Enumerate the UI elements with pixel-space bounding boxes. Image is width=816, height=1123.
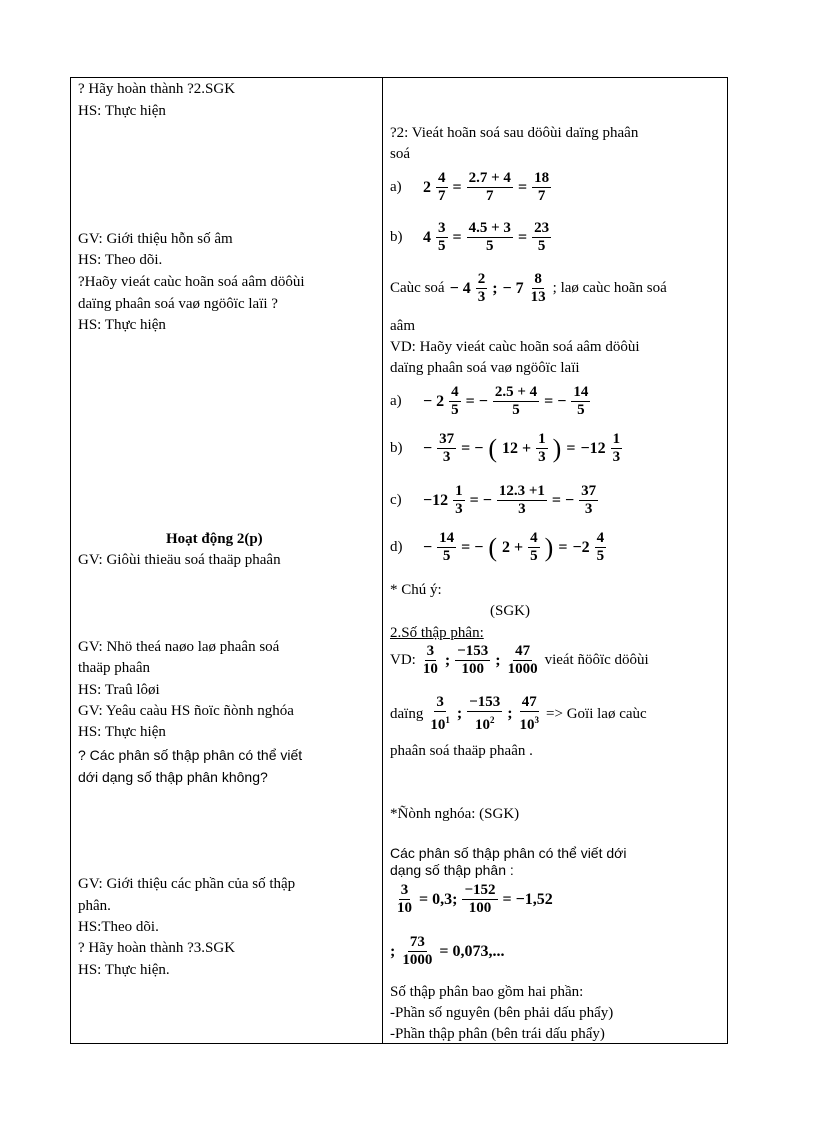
text: vieát ñöôïc döôùi [544,652,649,668]
left-line-21: HS: Thực hiện. [78,962,170,978]
fraction: $\frac{2.5 + 4}{5}$ [494,384,538,418]
value: = 0,073,... [439,942,505,960]
fraction: $\frac{3}{10}$ [397,882,412,916]
value: = 0,3; [419,890,458,908]
label-d: d) [390,539,403,555]
right-line-8: dạng số thập phân : [390,862,514,878]
text: Caùc soá [390,280,445,296]
fraction: $\frac{-153}{100}$ [457,643,489,677]
label-a: a) [390,179,402,195]
negative-mixed-numbers-line: Caùc soá − 4 $\frac{2}{3}$ ; − 7 $\frac{8}{13}$ ; laø caùc hoãn soá [390,271,667,305]
fraction: $\frac{14}{5}$ [439,530,455,564]
fraction: $\frac{4}{5}$ [451,384,459,418]
fraction: $\frac{1}{3}$ [455,483,463,517]
left-line-20: ? Hãy hoàn thành ?3.SGK [78,940,236,956]
note-label: * Chú ý: [390,582,442,598]
left-line-7: HS: Thực hiện [78,317,166,333]
mixed-number-example-b: b) 4 $\frac{3}{5}$ = $\frac{4.5 + 3}{5}$ = $\frac{23}{5}$ [390,220,550,254]
decimal-fraction-example: VD: $\frac{3}{10}$ ; $\frac{-153}{100}$ ; $\frac{47}{1000}$ vieát ñöôïc döôùi [390,643,649,677]
right-line-4: VD: Haõy vieát caùc hoãn soá aâm döôùi [390,339,640,355]
whole-part: 2 + [502,538,524,556]
right-line-10: -Phần số nguyên (bên phải dấu phẩy) [390,1005,614,1021]
right-line-1: ?2: Vieát hoãn soá sau döôùi daïng phaân [390,125,639,141]
fraction: $\frac{37}{3}$ [581,483,597,517]
whole-part: −2 [572,538,590,556]
vd-example-d: d) − $\frac{14}{5}$ = − ( 2 + $\frac{4}{5}$ ) = −2 $\frac{4}{5}$ [390,530,605,564]
text: ; laø caùc hoãn soá [552,280,667,296]
label-b: b) [390,229,403,245]
label-b: b) [390,440,403,456]
whole-part: −12 [580,439,606,457]
left-line-2: HS: Thực hiện [78,103,166,119]
left-line-4: HS: Theo dõi. [78,252,163,268]
fraction: $\frac{1}{3}$ [538,431,546,465]
left-line-14: HS: Thực hiện [78,724,166,740]
value: = −1,52 [502,890,553,908]
fraction: $\frac{37}{3}$ [439,431,455,465]
note-sgk: (SGK) [490,603,530,619]
whole-part: 4 [423,228,431,246]
label-a: a) [390,393,402,409]
right-line-2: soá [390,146,410,162]
left-line-1: ? Hãy hoàn thành ?2.SGK [78,81,236,97]
fraction: $\frac{2}{3}$ [477,271,486,305]
whole-part: − 7 [502,279,524,297]
left-line-19: HS:Theo dõi. [78,919,159,935]
fraction: $\frac{4}{5}$ [530,530,538,564]
fraction: $\frac{3}{10^1}$ [430,694,450,733]
fraction: $\frac{23}{5}$ [534,220,550,254]
right-line-11: -Phần thập phân (bên trái dấu phẩy) [390,1026,605,1042]
left-line-15: ? Các phân số thập phân có thể viết [78,747,303,763]
fraction: $\frac{4}{7}$ [438,170,446,204]
left-line-9: GV: Giôùi thieäu soá thaäp phaân [78,552,281,568]
vd-example-b: b) − $\frac{37}{3}$ = − ( 12 + $\frac{1}{3}$ ) = −12 $\frac{1}{3}$ [390,431,621,465]
text: => Goïi laø caùc [546,705,647,722]
label-c: c) [390,492,402,508]
section-2-heading: 2.Số thập phân: [390,625,484,641]
lesson-table [70,77,728,1044]
text: daïng [390,705,424,722]
whole-part: −12 [423,491,449,509]
right-line-6: phaân soá thaäp phaân . [390,743,533,759]
fraction: $\frac{18}{7}$ [534,170,550,204]
fraction: $\frac{73}{1000}$ [402,934,433,968]
fraction: $\frac{47}{10^3}$ [519,694,540,733]
fraction: $\frac{2.7 + 4}{7}$ [468,170,511,204]
fraction: $\frac{3}{10}$ [422,643,438,677]
fraction: $\frac{1}{3}$ [612,431,621,465]
whole-part: − 4 [449,279,471,297]
right-line-7: Các phân số thập phân có thể viết dới [390,845,627,861]
text: VD: [390,652,416,668]
left-line-16: dới dạng số thập phân không? [78,769,268,785]
vd-example-a: a) − 2 $\frac{4}{5}$ = − $\frac{2.5 + 4}{5}$ = − $\frac{14}{5}$ [390,384,589,418]
left-line-3: GV: Giới thiệu hỗn số âm [78,231,233,247]
fraction: $\frac{-153}{10^2}$ [469,694,501,733]
left-line-13: GV: Yeâu caàu HS ñoïc ñònh nghóa [78,703,294,719]
right-line-5: daïng phaân soá vaø ngöôïc laïi [390,360,580,376]
definition-line: *Ñònh nghóa: (SGK) [390,806,520,822]
fraction: $\frac{14}{5}$ [573,384,589,418]
column-divider [382,78,383,1043]
decimal-conversions-1 [395,882,553,917]
fraction: $\frac{-152}{100}$ [464,882,496,916]
left-line-18: phân. [78,898,111,914]
left-line-6: daïng phaân soá vaø ngöôïc laïi ? [78,296,278,312]
vd-example-c: c) −12 $\frac{1}{3}$ = − $\frac{12.3 +1}{3}$ = − $\frac{37}{3}$ [390,483,597,517]
whole-part: 2 [423,178,431,196]
left-line-10: GV: Nhö theá naøo laø phaân soá [78,639,280,655]
left-line-17: GV: Giới thiệu các phần của số thập [78,876,296,892]
left-line-12: HS: Traû lôøi [78,682,160,698]
fraction: $\frac{12.3 +1}{3}$ [498,483,545,517]
mixed-number-example-a: a) 2 $\frac{4}{7}$ = $\frac{2.7 + 4}{7}$ = $\frac{18}{7}$ [390,170,550,204]
right-line-9: Số thập phân bao gồm hai phần: [390,984,584,1000]
fraction: $\frac{3}{5}$ [438,220,446,254]
left-line-11: thaäp phaân [78,660,151,676]
whole-part: 12 + [502,439,532,457]
fraction: $\frac{8}{13}$ [530,271,546,305]
section-heading-hoat-dong-2: Hoạt động 2(p) [166,531,263,547]
decimal-fraction-powers: daïng $\frac{3}{10^1}$ ; $\frac{-153}{10^2}$ ; $\frac{47}{10^3}$ => Goïi laø caùc [390,694,647,733]
whole-part: − 2 [423,392,445,410]
fraction: $\frac{4}{5}$ [596,530,605,564]
left-line-5: ?Haõy vieát caùc hoãn soá aâm döôùi [78,274,305,290]
fraction: $\frac{4.5 + 3}{5}$ [468,220,511,254]
decimal-conversions-2 [390,934,504,969]
right-line-3: aâm [390,318,415,334]
text: ; [390,942,396,960]
fraction: $\frac{47}{1000}$ [507,643,538,677]
